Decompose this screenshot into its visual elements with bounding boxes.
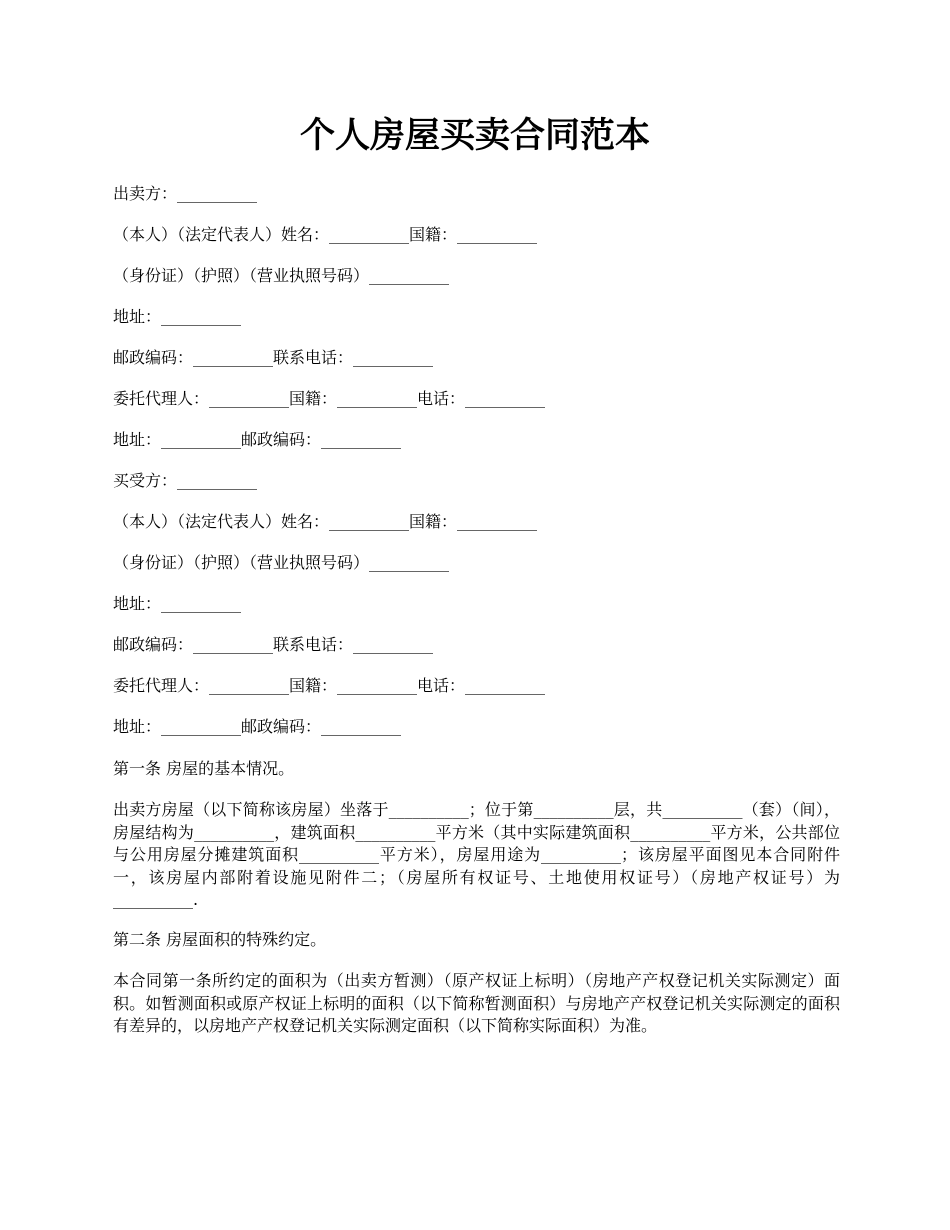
seller-id-line: （身份证）（护照）（营业执照号码）__________ xyxy=(113,266,450,285)
seller-postcode-phone-line: 邮政编码：__________联系电话：__________ xyxy=(113,348,434,367)
buyer-line: 买受方：__________ xyxy=(113,471,258,490)
buyer-id-line: （身份证）（护照）（营业执照号码）__________ xyxy=(113,553,450,572)
article-1-heading: 第一条 房屋的基本情况。 xyxy=(113,759,295,778)
article-2-paragraph: 本合同第一条所约定的面积为（出卖方暂测）（原产权证上标明）（房地产产权登记机关实际测定）面积。如暂测面积或原产权证上标明的面积（以下简称暂测面积）与房地产产权登记机关实际测定的面积有差异的，以房地产产权登记机关实际测定面积（以下简称实际面积）为准。 xyxy=(113,971,840,1035)
buyer-agent-line: 委托代理人：__________国籍：__________电话：__________ xyxy=(113,676,546,695)
buyer-name-nationality-line: （本人）（法定代表人）姓名：__________国籍：__________ xyxy=(113,512,538,531)
seller-name-nationality-line: （本人）（法定代表人）姓名：__________国籍：__________ xyxy=(113,225,538,244)
seller-address-line: 地址：__________ xyxy=(113,307,242,326)
seller-agent-address-line: 地址：__________邮政编码：__________ xyxy=(113,430,402,449)
buyer-postcode-phone-line: 邮政编码：__________联系电话：__________ xyxy=(113,635,434,654)
article-1-paragraph: 出卖方房屋（以下简称该房屋）坐落于__________；位于第__________层，共__________（套）（间），房屋结构为__________，建筑面积__________平方米（其中实际建筑面积__________平方米，公共部位与公用房屋分摊建筑面积__________平方米），房屋用途为__________；该房屋平面图见本合同附件一，该房屋内部附着设施见附件二；（房屋所有权证号、土地使用权证号）（房地产权证号）为__________. xyxy=(113,800,840,909)
buyer-address-line: 地址：__________ xyxy=(113,594,242,613)
buyer-agent-address-line: 地址：__________邮政编码：__________ xyxy=(113,717,402,736)
document-title: 个人房屋买卖合同范本 xyxy=(299,115,650,156)
seller-agent-line: 委托代理人：__________国籍：__________电话：__________ xyxy=(113,389,546,408)
article-2-heading: 第二条 房屋面积的特殊约定。 xyxy=(113,930,327,949)
seller-line: 出卖方：__________ xyxy=(113,184,258,203)
